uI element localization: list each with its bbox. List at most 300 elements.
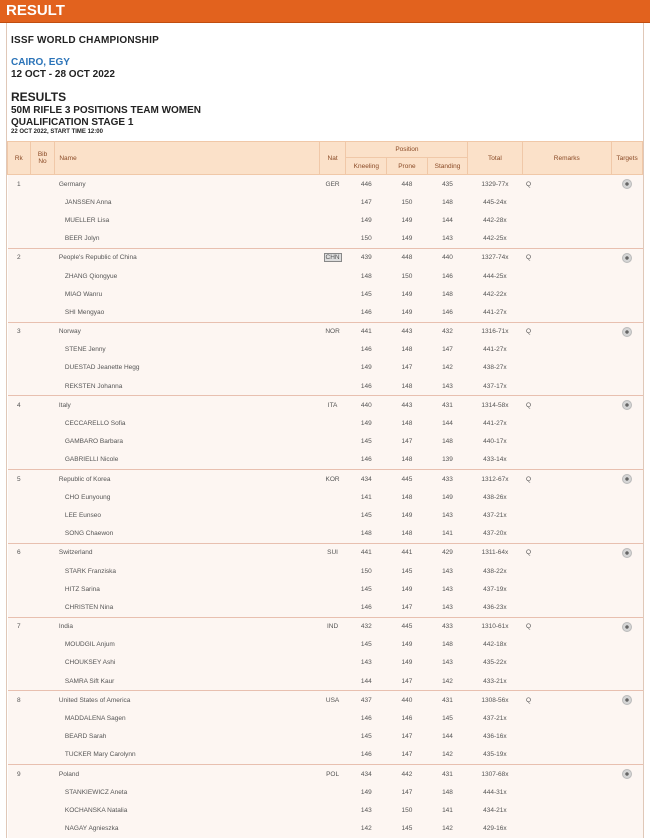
member-rank <box>8 506 31 524</box>
member-rank <box>8 433 31 451</box>
member-prone: 149 <box>387 636 428 654</box>
member-prone: 147 <box>387 783 428 801</box>
member-kneeling: 146 <box>346 598 387 617</box>
member-targets <box>612 636 643 654</box>
team-nat-code: USA <box>325 696 340 704</box>
member-targets <box>612 359 643 377</box>
member-bib <box>30 580 55 598</box>
member-name: LEE Eunseo <box>55 506 319 524</box>
member-row <box>8 709 643 727</box>
member-targets <box>612 820 643 838</box>
member-kneeling: 146 <box>346 341 387 359</box>
member-remark <box>522 672 612 691</box>
member-bib <box>30 433 55 451</box>
target-icon[interactable] <box>622 695 632 705</box>
member-bib <box>30 709 55 727</box>
team-rank: 9 <box>8 765 31 784</box>
team-standing: 440 <box>427 248 468 267</box>
team-remark: Q <box>522 322 612 341</box>
team-remark: Q <box>522 470 612 489</box>
team-remark: Q <box>522 175 612 194</box>
team-bib <box>30 396 55 415</box>
team-nat-code: IND <box>326 623 339 631</box>
member-bib <box>30 801 55 819</box>
team-rank: 1 <box>8 175 31 194</box>
member-row <box>8 414 643 432</box>
team-total: 1307-68x <box>468 765 522 784</box>
member-remark <box>522 506 612 524</box>
member-row <box>8 746 643 765</box>
targets-cell <box>612 175 643 194</box>
member-rank <box>8 341 31 359</box>
col-targets: Targets <box>612 142 643 175</box>
team-nat-code: KOR <box>325 475 340 483</box>
member-kneeling: 144 <box>346 672 387 691</box>
member-name: CHRISTEN Nina <box>55 598 319 617</box>
member-name: NAGAY Agnieszka <box>55 820 319 838</box>
member-name: BEER Jolyn <box>55 230 319 249</box>
team-name: People's Republic of China <box>55 248 319 267</box>
team-name: Italy <box>55 396 319 415</box>
member-prone: 150 <box>387 267 428 285</box>
member-kneeling: 150 <box>346 230 387 249</box>
team-row <box>8 691 643 710</box>
member-nat <box>319 562 346 580</box>
team-standing: 432 <box>427 322 468 341</box>
member-standing: 147 <box>427 341 468 359</box>
team-row <box>8 322 643 341</box>
team-nat-code: NOR <box>325 328 340 336</box>
member-standing: 143 <box>427 580 468 598</box>
member-nat <box>319 488 346 506</box>
member-row <box>8 801 643 819</box>
team-kneeling: 434 <box>346 765 387 784</box>
member-row <box>8 230 643 249</box>
member-nat <box>319 433 346 451</box>
member-nat <box>319 359 346 377</box>
event-name: 50M RIFLE 3 POSITIONS TEAM WOMEN <box>11 105 202 116</box>
member-kneeling: 146 <box>346 303 387 322</box>
team-row <box>8 470 643 489</box>
member-standing: 148 <box>427 433 468 451</box>
member-kneeling: 145 <box>346 728 387 746</box>
championship-title: ISSF WORLD CHAMPIONSHIP <box>11 35 159 46</box>
member-bib <box>30 525 55 544</box>
member-prone: 150 <box>387 193 428 211</box>
member-remark <box>522 211 612 229</box>
member-prone: 147 <box>387 359 428 377</box>
member-prone: 149 <box>387 303 428 322</box>
member-standing: 143 <box>427 230 468 249</box>
member-rank <box>8 525 31 544</box>
member-prone: 149 <box>387 211 428 229</box>
team-name: Poland <box>55 765 319 784</box>
member-row <box>8 211 643 229</box>
member-rank <box>8 230 31 249</box>
member-nat <box>319 303 346 322</box>
member-row <box>8 193 643 211</box>
member-total: 435-22x <box>468 654 522 672</box>
member-remark <box>522 488 612 506</box>
venue: CAIRO, EGY <box>11 57 70 68</box>
member-bib <box>30 303 55 322</box>
member-prone: 149 <box>387 285 428 303</box>
member-row <box>8 654 643 672</box>
member-bib <box>30 728 55 746</box>
team-kneeling: 432 <box>346 617 387 636</box>
member-total: 437-17x <box>468 377 522 396</box>
member-nat <box>319 820 346 838</box>
member-remark <box>522 728 612 746</box>
member-prone: 148 <box>387 414 428 432</box>
team-bib <box>30 765 55 784</box>
member-name: MUELLER Lisa <box>55 211 319 229</box>
member-targets <box>612 709 643 727</box>
member-prone: 148 <box>387 525 428 544</box>
member-total: 436-16x <box>468 728 522 746</box>
member-name: KOCHANSKA Natalia <box>55 801 319 819</box>
team-rank: 2 <box>8 248 31 267</box>
member-targets <box>612 506 643 524</box>
member-rank <box>8 488 31 506</box>
member-nat <box>319 525 346 544</box>
team-kneeling: 440 <box>346 396 387 415</box>
member-bib <box>30 783 55 801</box>
member-prone: 147 <box>387 746 428 765</box>
member-standing: 148 <box>427 636 468 654</box>
team-nat-code: GER <box>325 180 340 188</box>
member-name: STENE Jenny <box>55 341 319 359</box>
team-nat-code: POL <box>326 770 340 778</box>
member-prone: 149 <box>387 580 428 598</box>
member-remark <box>522 598 612 617</box>
team-total: 1311-64x <box>468 543 522 562</box>
team-prone: 440 <box>387 691 428 710</box>
member-standing: 148 <box>427 193 468 211</box>
member-remark <box>522 451 612 470</box>
member-kneeling: 148 <box>346 525 387 544</box>
member-name: TUCKER Mary Carolynn <box>55 746 319 765</box>
member-name: SHI Mengyao <box>55 303 319 322</box>
targets-cell <box>612 248 643 267</box>
member-row <box>8 377 643 396</box>
member-total: 437-20x <box>468 525 522 544</box>
member-prone: 145 <box>387 820 428 838</box>
member-remark <box>522 414 612 432</box>
member-row <box>8 303 643 322</box>
member-kneeling: 145 <box>346 636 387 654</box>
team-standing: 433 <box>427 617 468 636</box>
member-remark <box>522 709 612 727</box>
team-rank: 4 <box>8 396 31 415</box>
member-targets <box>612 598 643 617</box>
target-icon[interactable] <box>622 253 632 263</box>
member-standing: 144 <box>427 211 468 229</box>
member-rank <box>8 636 31 654</box>
col-prone: Prone <box>387 158 428 175</box>
member-remark <box>522 783 612 801</box>
member-total: 438-26x <box>468 488 522 506</box>
col-rank: Rk <box>8 142 31 175</box>
member-targets <box>612 285 643 303</box>
target-icon[interactable] <box>622 400 632 410</box>
member-name: CHO Eunyoung <box>55 488 319 506</box>
member-row <box>8 580 643 598</box>
member-remark <box>522 377 612 396</box>
team-total: 1327-74x <box>468 248 522 267</box>
member-total: 429-16x <box>468 820 522 838</box>
member-prone: 147 <box>387 728 428 746</box>
targets-cell <box>612 543 643 562</box>
member-total: 442-28x <box>468 211 522 229</box>
team-prone: 445 <box>387 617 428 636</box>
member-kneeling: 146 <box>346 451 387 470</box>
team-nat-code: ITA <box>327 401 338 409</box>
member-targets <box>612 488 643 506</box>
member-bib <box>30 672 55 691</box>
member-row <box>8 433 643 451</box>
member-name: GABRIELLI Nicole <box>55 451 319 470</box>
member-rank <box>8 746 31 765</box>
member-targets <box>612 341 643 359</box>
member-standing: 148 <box>427 285 468 303</box>
event-dates: 12 OCT - 28 OCT 2022 <box>11 69 115 80</box>
member-bib <box>30 359 55 377</box>
member-prone: 146 <box>387 709 428 727</box>
team-row <box>8 175 643 194</box>
target-icon[interactable] <box>622 179 632 189</box>
team-prone: 448 <box>387 175 428 194</box>
target-icon[interactable] <box>622 769 632 779</box>
team-prone: 442 <box>387 765 428 784</box>
team-nat <box>319 543 346 562</box>
member-prone: 150 <box>387 801 428 819</box>
col-bib-line2: No <box>38 158 47 165</box>
member-name: MOUDGIL Anjum <box>55 636 319 654</box>
team-kneeling: 434 <box>346 470 387 489</box>
member-total: 441-27x <box>468 341 522 359</box>
member-nat <box>319 728 346 746</box>
member-nat <box>319 451 346 470</box>
member-name: HITZ Sarina <box>55 580 319 598</box>
member-standing: 143 <box>427 654 468 672</box>
team-prone: 443 <box>387 322 428 341</box>
member-targets <box>612 562 643 580</box>
team-total: 1310-61x <box>468 617 522 636</box>
member-name: BEARD Sarah <box>55 728 319 746</box>
member-nat <box>319 709 346 727</box>
member-standing: 145 <box>427 709 468 727</box>
member-nat <box>319 267 346 285</box>
member-standing: 141 <box>427 525 468 544</box>
member-nat <box>319 746 346 765</box>
start-time: 22 OCT 2022, START TIME 12:00 <box>11 129 103 135</box>
member-rank <box>8 193 31 211</box>
member-targets <box>612 267 643 285</box>
member-standing: 144 <box>427 728 468 746</box>
member-name: SONG Chaewon <box>55 525 319 544</box>
result-title-bar <box>0 0 650 23</box>
member-name: MIAO Wanru <box>55 285 319 303</box>
member-remark <box>522 230 612 249</box>
member-targets <box>612 433 643 451</box>
member-kneeling: 146 <box>346 709 387 727</box>
member-standing: 143 <box>427 506 468 524</box>
team-prone: 445 <box>387 470 428 489</box>
member-targets <box>612 525 643 544</box>
col-standing: Standing <box>427 158 468 175</box>
target-icon[interactable] <box>622 327 632 337</box>
member-remark <box>522 433 612 451</box>
member-kneeling: 142 <box>346 820 387 838</box>
member-standing: 148 <box>427 783 468 801</box>
col-nat: Nat <box>319 142 346 175</box>
member-bib <box>30 451 55 470</box>
targets-cell <box>612 691 643 710</box>
target-icon[interactable] <box>622 548 632 558</box>
member-remark <box>522 341 612 359</box>
col-name: Name <box>55 142 319 175</box>
member-rank <box>8 580 31 598</box>
team-remark: Q <box>522 396 612 415</box>
col-kneeling: Kneeling <box>346 158 387 175</box>
member-kneeling: 149 <box>346 783 387 801</box>
member-targets <box>612 230 643 249</box>
member-total: 445-24x <box>468 193 522 211</box>
member-name: STARK Franziska <box>55 562 319 580</box>
member-targets <box>612 580 643 598</box>
member-prone: 147 <box>387 598 428 617</box>
member-targets <box>612 414 643 432</box>
member-standing: 139 <box>427 451 468 470</box>
member-rank <box>8 820 31 838</box>
member-name: REKSTEN Johanna <box>55 377 319 396</box>
member-total: 440-17x <box>468 433 522 451</box>
member-total: 437-19x <box>468 580 522 598</box>
member-kneeling: 146 <box>346 746 387 765</box>
team-total: 1329-77x <box>468 175 522 194</box>
target-icon[interactable] <box>622 622 632 632</box>
member-rank <box>8 414 31 432</box>
member-row <box>8 267 643 285</box>
team-nat <box>319 175 346 194</box>
member-targets <box>612 654 643 672</box>
member-row <box>8 783 643 801</box>
col-position: Position <box>346 142 468 158</box>
member-rank <box>8 285 31 303</box>
team-bib <box>30 470 55 489</box>
member-rank <box>8 598 31 617</box>
member-rank <box>8 728 31 746</box>
results-header <box>7 23 643 135</box>
team-bib <box>30 248 55 267</box>
member-row <box>8 341 643 359</box>
team-nat <box>319 691 346 710</box>
member-bib <box>30 230 55 249</box>
member-nat <box>319 783 346 801</box>
member-targets <box>612 451 643 470</box>
member-rank <box>8 654 31 672</box>
member-total: 438-27x <box>468 359 522 377</box>
member-remark <box>522 820 612 838</box>
team-remark: Q <box>522 248 612 267</box>
member-rank <box>8 267 31 285</box>
member-bib <box>30 267 55 285</box>
member-remark <box>522 580 612 598</box>
team-prone: 448 <box>387 248 428 267</box>
member-row <box>8 488 643 506</box>
member-rank <box>8 709 31 727</box>
targets-cell <box>612 322 643 341</box>
col-bib-line1: Bib <box>37 151 48 158</box>
member-total: 442-25x <box>468 230 522 249</box>
team-row <box>8 543 643 562</box>
team-nat-code: CHN <box>325 254 340 262</box>
member-nat <box>319 377 346 396</box>
member-prone: 149 <box>387 654 428 672</box>
member-prone: 147 <box>387 433 428 451</box>
target-icon[interactable] <box>622 474 632 484</box>
member-bib <box>30 377 55 396</box>
member-bib <box>30 414 55 432</box>
member-rank <box>8 359 31 377</box>
member-row <box>8 562 643 580</box>
member-name: ZHANG Qiongyue <box>55 267 319 285</box>
member-kneeling: 149 <box>346 359 387 377</box>
team-bib <box>30 617 55 636</box>
col-bib <box>30 142 55 175</box>
member-nat <box>319 341 346 359</box>
member-total: 437-21x <box>468 709 522 727</box>
member-nat <box>319 230 346 249</box>
targets-cell <box>612 396 643 415</box>
team-standing: 433 <box>427 470 468 489</box>
team-bib <box>30 322 55 341</box>
member-row <box>8 672 643 691</box>
col-total: Total <box>468 142 522 175</box>
member-total: 433-14x <box>468 451 522 470</box>
member-bib <box>30 636 55 654</box>
member-total: 434-21x <box>468 801 522 819</box>
team-prone: 443 <box>387 396 428 415</box>
member-total: 444-25x <box>468 267 522 285</box>
member-nat <box>319 580 346 598</box>
team-row <box>8 396 643 415</box>
member-total: 435-19x <box>468 746 522 765</box>
member-targets <box>612 746 643 765</box>
team-standing: 431 <box>427 691 468 710</box>
member-nat <box>319 285 346 303</box>
member-prone: 148 <box>387 341 428 359</box>
member-nat <box>319 211 346 229</box>
member-standing: 143 <box>427 377 468 396</box>
team-standing: 435 <box>427 175 468 194</box>
member-row <box>8 636 643 654</box>
team-rank: 8 <box>8 691 31 710</box>
team-remark: Q <box>522 543 612 562</box>
targets-cell <box>612 765 643 784</box>
member-total: 442-22x <box>468 285 522 303</box>
results-table <box>7 141 643 838</box>
member-kneeling: 149 <box>346 414 387 432</box>
targets-cell <box>612 617 643 636</box>
member-kneeling: 145 <box>346 433 387 451</box>
member-row <box>8 820 643 838</box>
member-targets <box>612 783 643 801</box>
member-rank <box>8 672 31 691</box>
member-rank <box>8 377 31 396</box>
member-nat <box>319 801 346 819</box>
